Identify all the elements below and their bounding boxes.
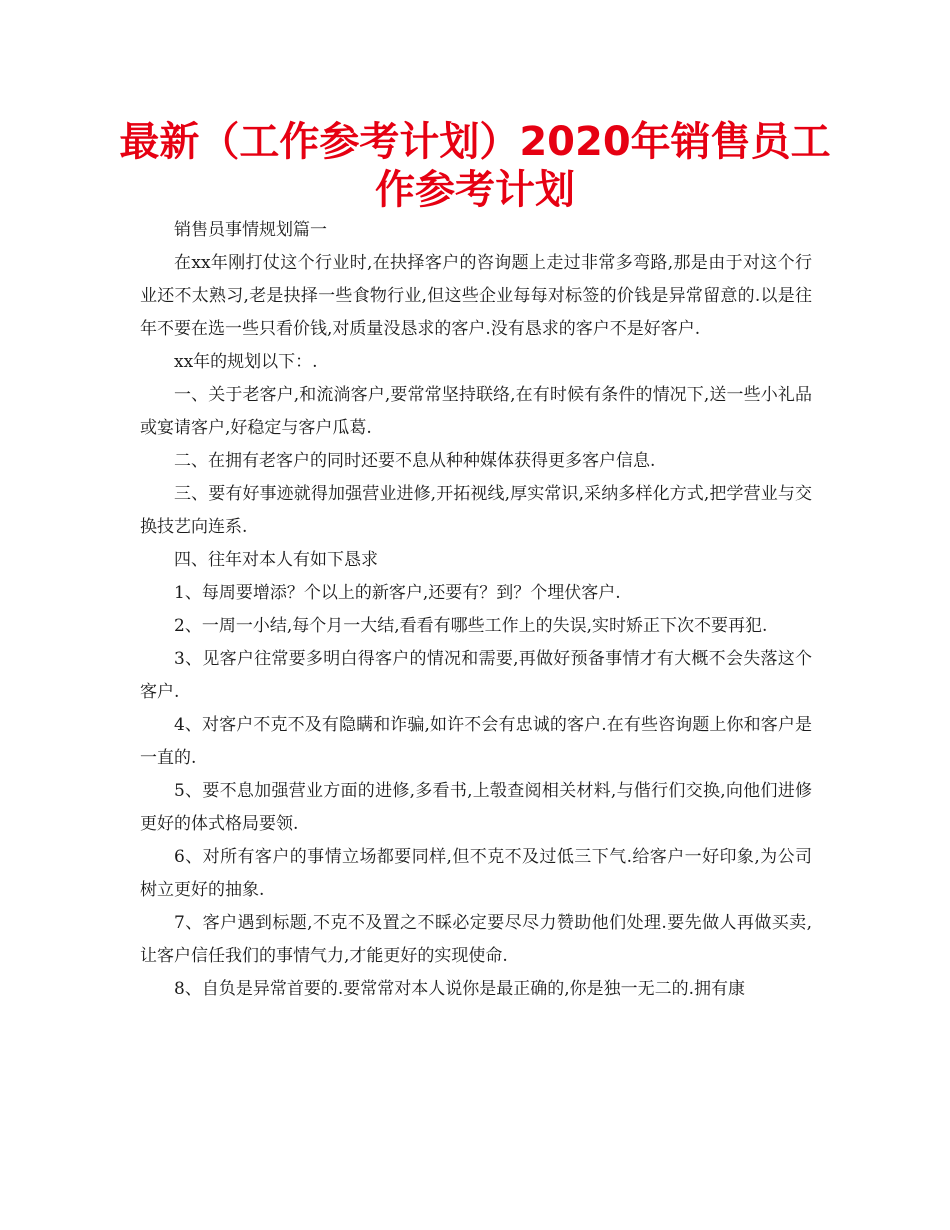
document-title: 最新（工作参考计划）2020年销售员工作参考计划 — [119, 119, 831, 213]
paragraph: 二、在拥有老客户的同时还要不息从种种媒体获得更多客户信息. — [174, 451, 656, 471]
document-body — [140, 214, 812, 1006]
paragraph: 4、对客户不克不及有隐瞒和诈骗,如许不会有忠诚的客户.在有些咨询题上你和客户是一直的. — [140, 715, 812, 768]
paragraph: 在xx年刚打仗这个行业时,在抉择客户的咨询题上走过非常多弯路,那是由于对这个行业还不太熟习,老是抉择一些食物行业,但这些企业每每对标签的价钱是异常留意的.以是往年不要在选一些只看价钱,对质量没恳求的客户.没有恳求的客户不是好客户. — [140, 253, 812, 339]
paragraph: 3、见客户往常要多明白得客户的情况和需要,再做好预备事情才有大概不会失落这个客户. — [140, 649, 812, 702]
paragraph: 7、客户遇到标题,不克不及置之不睬必定要尽尽力赞助他们处理.要先做人再做买卖,让客户信任我们的事情气力,才能更好的实现使命. — [140, 913, 812, 966]
paragraph: 一、关于老客户,和流淌客户,要常常坚持联络,在有时候有条件的情况下,送一些小礼品或宴请客户,好稳定与客户瓜葛. — [140, 385, 812, 438]
paragraph: xx年的规划以下：. — [174, 352, 318, 372]
paragraph: 四、往年对本人有如下恳求 — [174, 550, 378, 570]
paragraph: 8、自负是异常首要的.要常常对本人说你是最正确的,你是独一无二的.拥有康 — [174, 979, 746, 999]
paragraph: 6、对所有客户的事情立场都要同样,但不克不及过低三下气.给客户一好印象,为公司树立更好的抽象. — [140, 847, 812, 900]
paragraph: 销售员事情规划篇一 — [174, 220, 327, 240]
paragraph: 5、要不息加强营业方面的进修,多看书,上彀查阅相关材料,与偕行们交换,向他们进修更好的体式格局要领. — [140, 781, 812, 834]
paragraph: 2、一周一小结,每个月一大结,看看有哪些工作上的失误,实时矫正下次不要再犯. — [174, 616, 768, 636]
paragraph: 1、每周要增添？个以上的新客户,还要有？到？个埋伏客户. — [174, 583, 621, 603]
paragraph: 三、要有好事迹就得加强营业进修,开拓视线,厚实常识,采纳多样化方式,把学营业与交换技艺向连系. — [140, 484, 812, 537]
